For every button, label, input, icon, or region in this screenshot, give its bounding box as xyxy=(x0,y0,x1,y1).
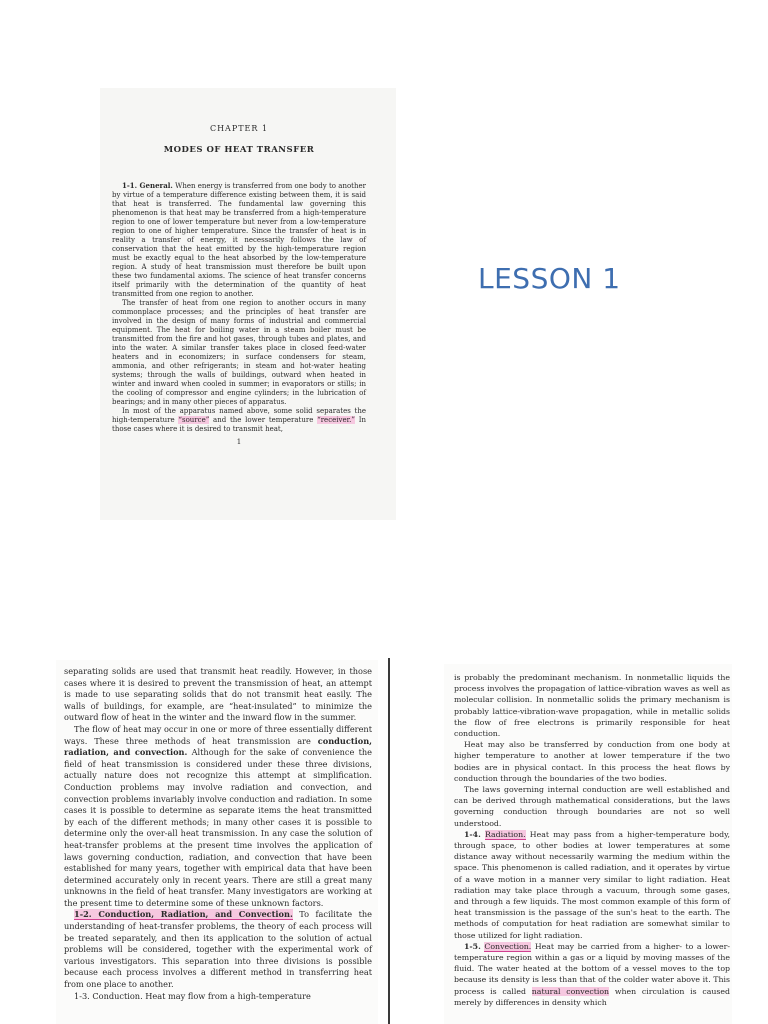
section-heading-highlighted: 1-2. Conduction, Radiation, and Convection. xyxy=(74,909,293,920)
highlight-source: “source” xyxy=(178,416,210,424)
paragraph: Heat may also be transferred by conduction from one body at higher temperature to another at lower temperature if the two bodies are in physical contact. In this process the heat flows by conduction through the boundaries of the two bodies. xyxy=(454,740,730,783)
bold-text: conduction, radiation, and convection. xyxy=(64,735,372,758)
paragraph xyxy=(112,181,366,299)
paragraph-text: In most of the apparatus named above, some solid separates the high-temperature xyxy=(112,407,366,424)
paragraph: 1-3. Conduction. Heat may flow from a high-temperature xyxy=(74,990,311,1001)
paragraph: The transfer of heat from one region to another occurs in many commonplace processes; and the principles of heat transfer are involved in the design of many forms of industrial and commercial equipment. The heat for boiling water in a steam boiler must be transmitted from the fire and hot gases, through tubes and plates, and into the water. A similar transfer takes place in closed feed-water heaters and in economizers; in surface condensers for steam, ammonia, and other refrigerants; in steam and hot-water heating systems; through the walls of buildings, outward when heated in winter and inward when cooled in summer; in evaporators or stills; in the cooling of compressor and engine cylinders; in the lubrication of bearings; and in many other pieces of apparatus. xyxy=(112,299,366,406)
section-number: 1-4. xyxy=(464,829,481,839)
chapter-label: CHAPTER 1 xyxy=(209,124,269,133)
paragraph-text: Heat may be carried from a higher- to a lower-temperature region within a gas or a liquid by moving masses of the fluid. The water heated at the bottom of a vessel moves to the top because its density is less than that of the colder water above it. This process is called xyxy=(454,941,730,996)
highlight-receiver: “receiver.” xyxy=(317,416,355,424)
lesson-label: LESSON 1 xyxy=(478,262,621,295)
section-number: 1-5. xyxy=(464,941,481,951)
paragraph: is probably the predominant mechanism. In nonmetallic liquids the process involves the propagation of lattice-vibration waves as well as molecular collision. In nonmetallic solids the primary mechanism is probably lattice-vibration-wave propagation, while in metallic solids the flow of free electrons is primarily responsible for heat conduction. xyxy=(454,673,730,739)
page-gutter-divider xyxy=(388,658,390,1024)
paragraph: separating solids are used that transmit heat readily. However, in those cases where it is desired to prevent the transmission of heat, an attempt is made to use separating solids that do not transmit heat easily. The walls of buildings, for example, are “heat-insulated” to minimize the outward flow of heat in the winter and the inward flow in the summer. xyxy=(64,666,372,723)
paragraph-text: To facilitate the understanding of heat-transfer problems, the theory of each process will be treated separately, and then its application to the solution of actual problems will be considered, together with the experimental work of various investigators. This separation into three divisions is possible because each process involves a different method in transferring heat from one place to another. xyxy=(64,909,372,990)
section-heading-highlighted: Radiation. xyxy=(484,829,526,839)
textbook-page-bottom-right xyxy=(444,664,732,1024)
paragraph xyxy=(454,941,730,1008)
page-number: 1 xyxy=(236,438,242,446)
textbook-page-top xyxy=(100,88,396,520)
paragraph-text: In those cases where it is desired to transmit heat, xyxy=(112,416,367,433)
paragraph-text: Heat may pass from a higher-temperature body, through space, to other bodies at lower temperatures at some distance away without necessarily warming the medium within the space. This phenomenon is called radiation, and it operates by virtue of a wave motion in a manner very similar to light radiation. Heat radiation may take place through a vacuum, through some gases, and through a few liquids. The most common example of this form of heat transmission is the passage of the sun's heat to the earth. The methods of computation for heat radiation are somewhat similar to those utilized for light radiation. xyxy=(454,829,730,940)
paragraph xyxy=(64,724,372,910)
paragraph xyxy=(64,909,372,990)
paragraph: The laws governing internal conduction are well established and can be derived through mathematical considerations, but the laws governing conduction through boundaries are not so well understood. xyxy=(454,785,730,828)
paragraph-text: The flow of heat may occur in one or more of three essentially different ways. These three methods of heat transmission are xyxy=(64,723,372,746)
paragraph xyxy=(454,829,730,941)
paragraph xyxy=(112,407,366,434)
paragraph-text: and the lower temperature xyxy=(213,416,314,424)
paragraph-text: when circulation is caused merely by differences in density which xyxy=(454,986,731,1007)
highlight-natural-convection: natural convection xyxy=(531,986,610,996)
textbook-page-bottom-left xyxy=(56,660,378,1024)
section-heading: 1-1. General. xyxy=(122,181,173,190)
section-heading-highlighted: Convection. xyxy=(484,941,532,951)
paragraph-text: When energy is transferred from one body to another by virtue of a temperature difference existing between them, it is said that heat is transferred. The fundamental law governing this phenomenon is that heat may be transferred from a high-temperature region to one of lower temperature but never from a low-temperature region to one of higher temperature. Since the transfer of heat is in reality a transfer of energy, it necessarily follows the law of conservation that the heat emitted by the high-temperature region must be exactly equal to the heat absorbed by the low-temperature region. A study of heat transmission must therefore be built upon these two fundamental axioms. The science of heat transfer concerns itself primarily with the determination of the quantity of heat transmitted from one region to another. xyxy=(112,182,366,298)
paragraph-text: Although for the sake of convenience the field of heat transmission is considered under these three divisions, actually nature does not recognize this attempt at simplification. Conduction problems may involve radiation and convection, and convection problems invariably involve conduction and radiation. In some cases it is possible to determine as separate items the heat transmitted by each of the different methods; in many other cases it is possible to determine only the over-all heat transmission. In any case the solution of heat-transfer problems at the present time involves the application of laws governing conduction, radiation, and convection that have been established for many years, together with empirical data that have been determined accurately only in recent years. There are still a great many unknowns in the field of heat transfer. Many investigators are working at the present time to determine some of these unknown factors. xyxy=(64,747,372,908)
chapter-title: MODES OF HEAT TRANSFER xyxy=(163,145,315,155)
